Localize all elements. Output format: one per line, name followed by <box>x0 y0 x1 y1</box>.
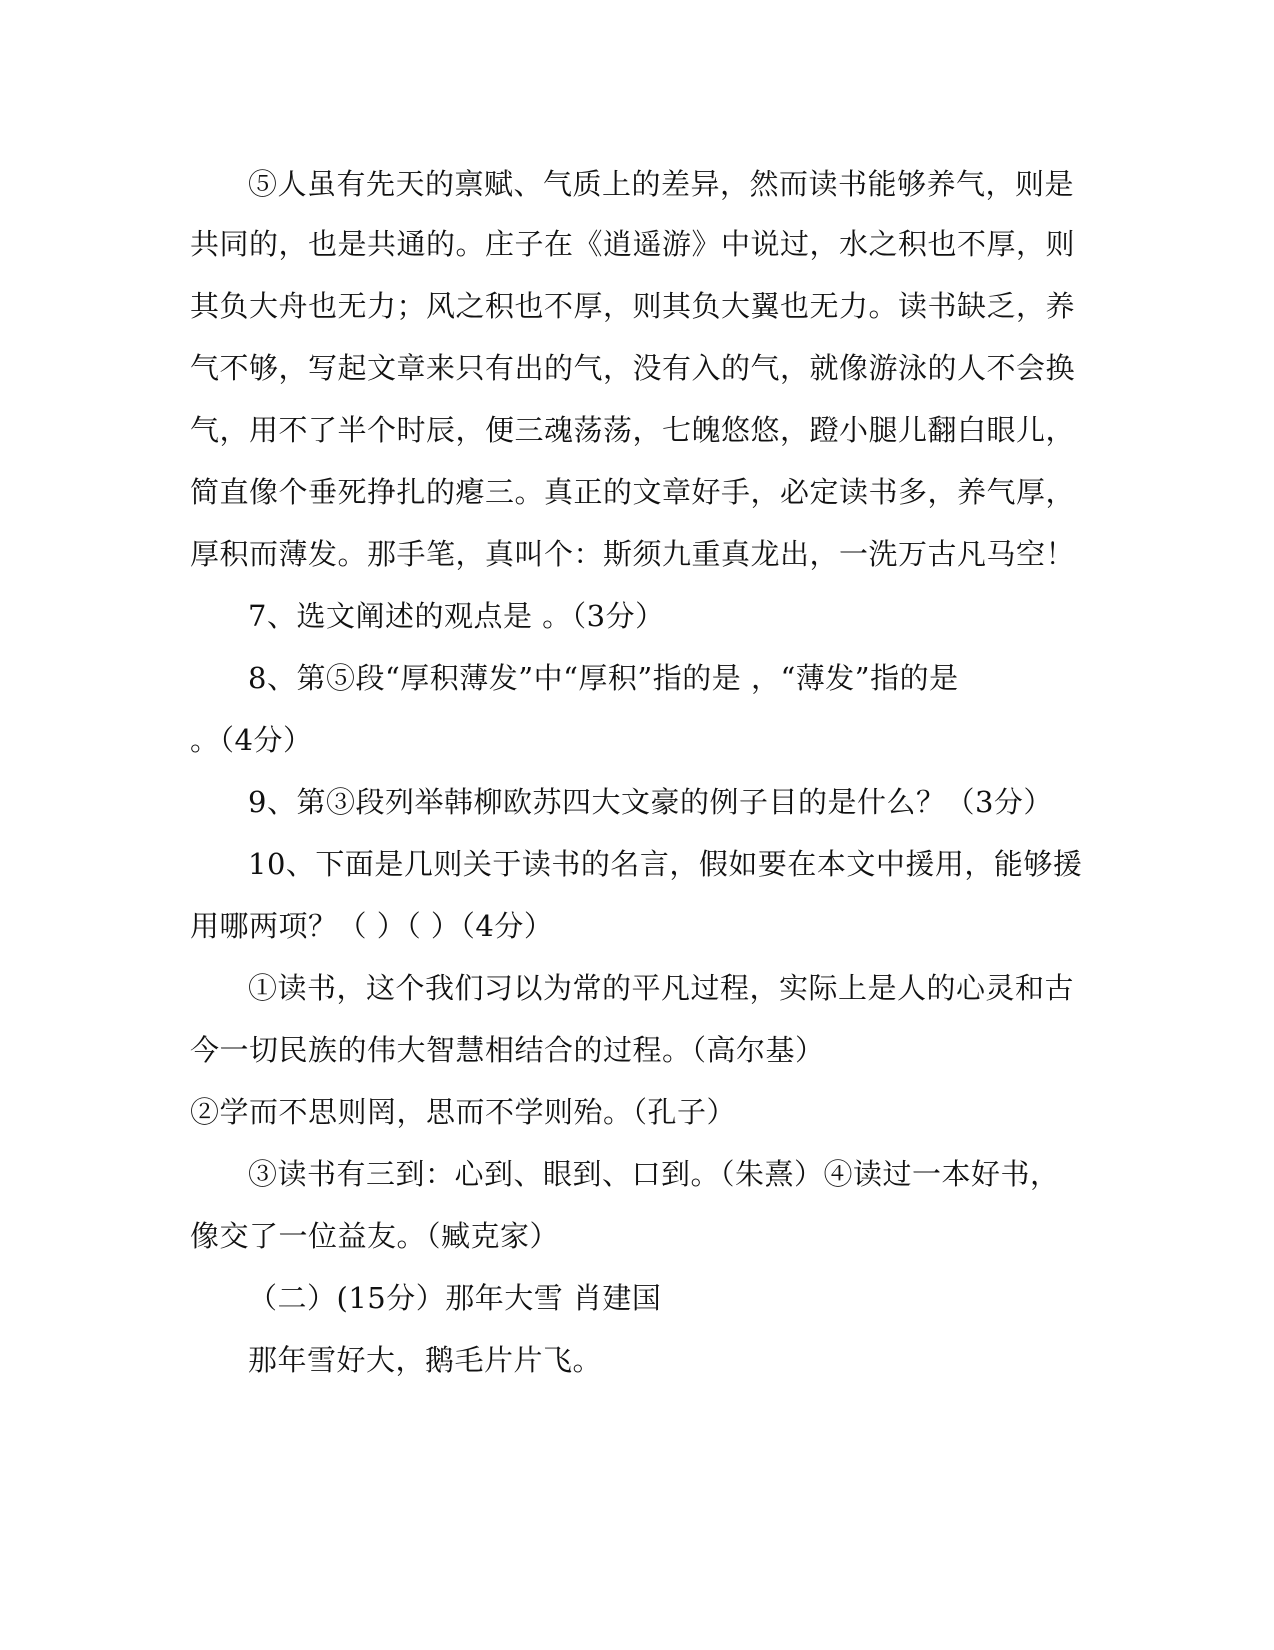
paragraph-5-line-1: ⑤人虽有先天的禀赋、气质上的差异，然而读书能够养气，则是 <box>248 167 1075 201</box>
quote-3-4-line-2: 像交了一位益友。（臧克家） <box>190 1219 560 1253</box>
quote-2: ②学而不思则罔，思而不学则殆。（孔子） <box>190 1095 737 1129</box>
paragraph-5-line-4: 气不够，写起文章来只有出的气，没有入的气，就像游泳的人不会换 <box>190 351 1076 385</box>
question-10-line-1: 10、下面是几则关于读书的名言，假如要在本文中援用，能够援 <box>248 847 1083 881</box>
paragraph-5-line-5: 气，用不了半个时辰，便三魂荡荡，七魄悠悠，蹬小腿儿翻白眼儿， <box>190 413 1076 447</box>
quote-1-line-2: 今一切民族的伟大智慧相结合的过程。（高尔基） <box>190 1033 825 1067</box>
question-9: 9、第③段列举韩柳欧苏四大文豪的例子目的是什么？（3分） <box>248 785 1053 819</box>
story-first-line: 那年雪好大，鹅毛片片飞。 <box>248 1343 603 1377</box>
question-8-line-1: 8、第⑤段“厚积薄发”中“厚积”指的是 ，“薄发”指的是 <box>248 661 959 695</box>
quote-3-4-line-1: ③读书有三到：心到、眼到、口到。（朱熹）④读过一本好书， <box>248 1157 1060 1191</box>
paragraph-5-line-7: 厚积而薄发。那手笔，真叫个：斯须九重真龙出，一洗万古凡马空！ <box>190 537 1076 571</box>
question-8-line-2: 。（4分） <box>190 723 313 757</box>
question-7: 7、选文阐述的观点是 。（3分） <box>248 599 665 633</box>
paragraph-5-line-3: 其负大舟也无力；风之积也不厚，则其负大翼也无力。读书缺乏，养 <box>190 289 1076 323</box>
question-10-line-2: 用哪两项？（ ）（ ）（4分） <box>190 909 554 943</box>
section-2-heading: （二）(15分）那年大雪 肖建国 <box>248 1281 662 1315</box>
paragraph-5-line-6: 简直像个垂死挣扎的瘪三。真正的文章好手，必定读书多，养气厚， <box>190 475 1076 509</box>
quote-1-line-1: ①读书，这个我们习以为常的平凡过程，实际上是人的心灵和古 <box>248 971 1075 1005</box>
paragraph-5-line-2: 共同的，也是共通的。庄子在《逍遥游》中说过，水之积也不厚，则 <box>190 227 1076 261</box>
